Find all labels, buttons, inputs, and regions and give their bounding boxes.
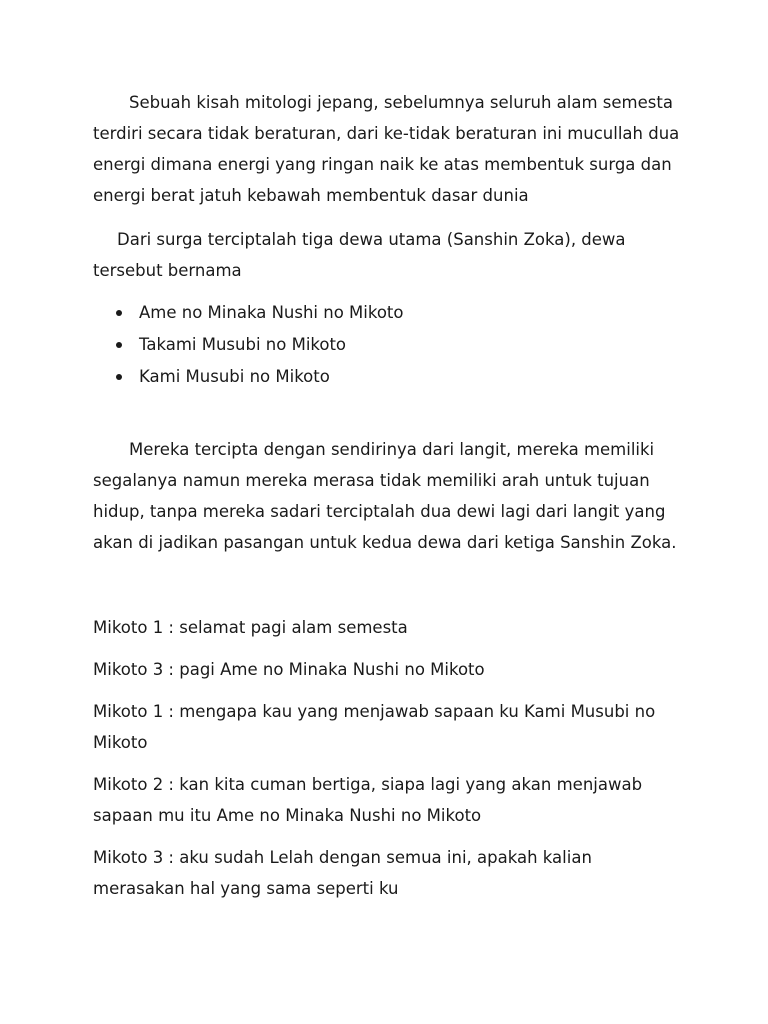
- dialogue-line: Mikoto 1 : selamat pagi alam semesta: [93, 618, 408, 637]
- gods-intro-paragraph: Dari surga terciptalah tiga dewa utama (Sanshin Zoka), dewa tersebut bernama: [93, 230, 626, 280]
- god-name: Kami Musubi no Mikoto: [139, 367, 330, 386]
- gods-list: [116, 297, 676, 393]
- dialogue-line: Mikoto 3 : pagi Ame no Minaka Nushi no Mikoto: [93, 660, 485, 679]
- list-item: [116, 361, 676, 393]
- god-name: Ame no Minaka Nushi no Mikoto: [139, 303, 404, 322]
- dialogue-line: Mikoto 1 : mengapa kau yang menjawab sapaan ku Kami Musubi no Mikoto: [93, 702, 656, 752]
- list-item: [116, 329, 676, 361]
- bullet-icon: [116, 374, 122, 380]
- bullet-icon: [116, 310, 122, 316]
- story-paragraph: Mereka tercipta dengan sendirinya dari langit, mereka memiliki segalanya namun mereka merasa tidak memiliki arah untuk tujuan hidup, tanpa mereka sadari terciptalah dua dewi lagi dari langit yang akan di jadikan pasangan untuk kedua dewa dari ketiga Sanshin Zoka.: [93, 440, 677, 552]
- dialogue-line: Mikoto 3 : aku sudah Lelah dengan semua ini, apakah kalian merasakan hal yang sama seperti ku: [93, 848, 592, 898]
- list-item: [116, 297, 676, 329]
- dialogue-line: Mikoto 2 : kan kita cuman bertiga, siapa lagi yang akan menjawab sapaan mu itu Ame no Minaka Nushi no Mikoto: [93, 775, 643, 825]
- intro-paragraph: Sebuah kisah mitologi jepang, sebelumnya seluruh alam semesta terdiri secara tidak beraturan, dari ke-tidak beraturan ini mucullah dua energi dimana energi yang ringan naik ke atas membentuk surga dan energi berat jatuh kebawah membentuk dasar dunia: [93, 93, 680, 205]
- bullet-icon: [116, 342, 122, 348]
- god-name: Takami Musubi no Mikoto: [139, 335, 347, 354]
